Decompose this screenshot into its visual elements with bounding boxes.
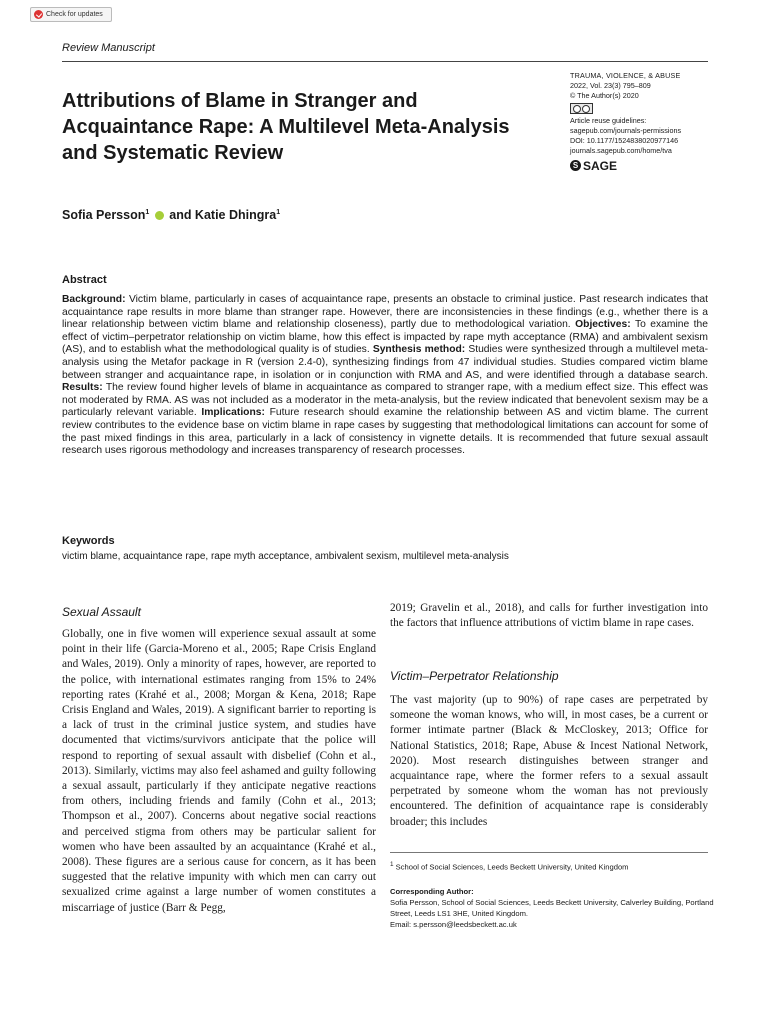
journal-copyright: © The Author(s) 2020 [570,91,639,100]
section2-paragraph: The vast majority (up to 90%) of rape cases are perpetrated by someone the woman knows, who will, in most cases, be a current or former intimate partner (Black & McCloskey, 2013; Office for National Statistics, 2018; Rape, Abuse & Incest National Network, 2020). Most research distinguishes between stranger and acquaintance rape, where the former refers to a sexual assault perpetrated by someone whom the woman has not previously encountered. The definition of acquaintance rape is considerably broader; this includes [390,694,708,828]
journal-home-link[interactable]: journals.sagepub.com/home/tva [570,146,672,155]
body-column-right-top [390,601,708,631]
keywords-list: victim blame, acquaintance rape, rape myth acceptance, ambivalent sexism, multilevel meta-analysis [62,551,509,562]
check-updates-label: Check for updates [46,11,103,18]
corresponding-author-email[interactable]: Email: s.persson@leedsbeckett.ac.uk [390,919,517,929]
check-updates-icon [34,10,43,19]
journal-issue: 2022, Vol. 23(3) 795–809 [570,81,651,90]
affiliation-footnote [390,860,708,873]
affiliation-text: School of Social Sciences, Leeds Beckett University, United Kingdom [395,862,629,872]
author-list [62,208,280,222]
journal-meta [570,71,720,171]
section-heading-victim-perpetrator: Victim–Perpetrator Relationship [390,669,559,683]
section1-continuation: 2019; Gravelin et al., 2018), and calls for further investigation into the factors that influence attributions of victim blame in rape cases. [390,602,708,630]
corresponding-author-address: Sofia Persson, School of Social Sciences, Leeds Beckett University, Calverley Building, Portland Street, Leeds LS1 3HE, United Kingdom. [390,898,714,918]
doi-link[interactable]: DOI: 10.1177/1524838020977146 [570,136,679,145]
background-label: Background: [62,294,126,305]
objectives-text: To examine the effect of victim–perpetrator relationship on victim blame, how this effect is impacted by rape myth acceptance (RMA) and ambivalent sexism (AS), and to establish what the methodological quality is of studies. [62,319,708,356]
objectives-label: Objectives: [575,319,631,331]
corresponding-author-heading: Corresponding Author: [390,887,474,896]
sage-logo [570,160,720,171]
footnote-mark: 1 [390,861,394,868]
results-text: The review found higher levels of blame in acquaintance as compared to stranger rape, with a medium effect size. This effect was not moderated by RMA. AS was not included as a moderator in the meta-analysis, but the review indicated that benevolent sexism may be a particularly relevant variable. [62,382,708,419]
synthesis-label: Synthesis method: [372,344,466,356]
body-column-right [390,693,708,830]
background-text: Victim blame, particularly in cases of acquaintance rape, presents an obstacle to criminal justice. Past research indicates that acquaintance rape results in more blame than stranger rape. However, there are inconsistencies in these findings (e.g., whether there is a linear relationship between victim blame and relationship closeness), partly due to methodological variation. [62,294,708,331]
synthesis-text: Studies were synthesized through a multilevel meta-analysis using the Metafor package in R (version 2.4-0), synthesizing findings from 47 individual studies. Studies compared victim blame between stranger and acquaintance rape, in isolation or in conjunction with RMA and AS, and were identified through a database search. [62,344,709,381]
sage-s-icon: S [570,160,581,171]
author-persson[interactable]: Sofia Persson [62,208,146,222]
author-affiliation-mark: 1 [276,208,281,216]
implications-text: Future research should examine the relationship between AS and victim blame. The current review contributes to the evidence base on victim blame in rape cases by suggesting that methodological limitations can account for some of the past mixed findings in this area, particularly in a lack of consistency in vignette details. It is recommended that future sexual assault research uses rigorous methodology and increases transparency of research processes. [62,407,708,457]
journal-name: TRAUMA, VIOLENCE, & ABUSE [570,71,681,80]
keywords-heading: Keywords [62,535,115,547]
implications-label: Implications: [201,407,265,419]
author-dhingra[interactable]: and Katie Dhingra [165,208,277,222]
reuse-guidelines-link[interactable]: sagepub.com/journals-permissions [570,126,682,135]
abstract-body [62,294,708,458]
orcid-icon[interactable] [155,211,164,220]
section-heading-sexual-assault: Sexual Assault [62,605,141,619]
manuscript-type: Review Manuscript [62,42,155,54]
author-affiliation-mark: 1 [145,208,150,216]
footnote-rule [390,852,708,853]
corresponding-author-details [390,898,720,930]
body-column-left [62,627,376,916]
paper-title: Attributions of Blame in Stranger and Acquaintance Rape: A Multilevel Meta-Analysis and Systematic Review [62,90,510,164]
results-label: Results: [62,382,103,394]
check-for-updates-button[interactable] [30,7,112,22]
sage-logo-text: SAGE [583,158,618,173]
section1-paragraph: Globally, one in five women will experience sexual assault at some point in their life (Garcia-Moreno et al., 2005; Rape Crisis England and Wales, 2019). Only a minority of rapes, however, are reported to the police, with international estimates ranging from 15% to 24% reporting rates (Krahé et al., 2008; Morgan & Kena, 2018; Rape Crisis England and Wales, 2019). A significant barrier to reporting is a lack of trust in the criminal justice system, and studies have documented that victims/survivors anticipate that the police will respond to reporting of sexual assault with disbelief (Cohn et al., 2013). Similarly, victims may also feel ashamed and guilty following a sexual assault, particularly if they anticipate negative reactions from others, including friends and family (Cohn et al., 2013; Thompson et al., 2007). Concerns about negative social reactions and perceived stigma from others may be particular salient for women who have been assaulted by an acquaintance (Krahé et al., 2008). These figures are a serious cause for concern, as it has been suggested that the relative impunity with which men can carry out sexualized crime against a large number of women constitutes a miscarriage of justice (Barr & Pegg, [62,628,376,914]
abstract-heading: Abstract [62,274,107,286]
reuse-guidelines-label: Article reuse guidelines: [570,116,647,125]
header-rule [62,61,708,62]
creative-commons-icon [570,103,593,114]
